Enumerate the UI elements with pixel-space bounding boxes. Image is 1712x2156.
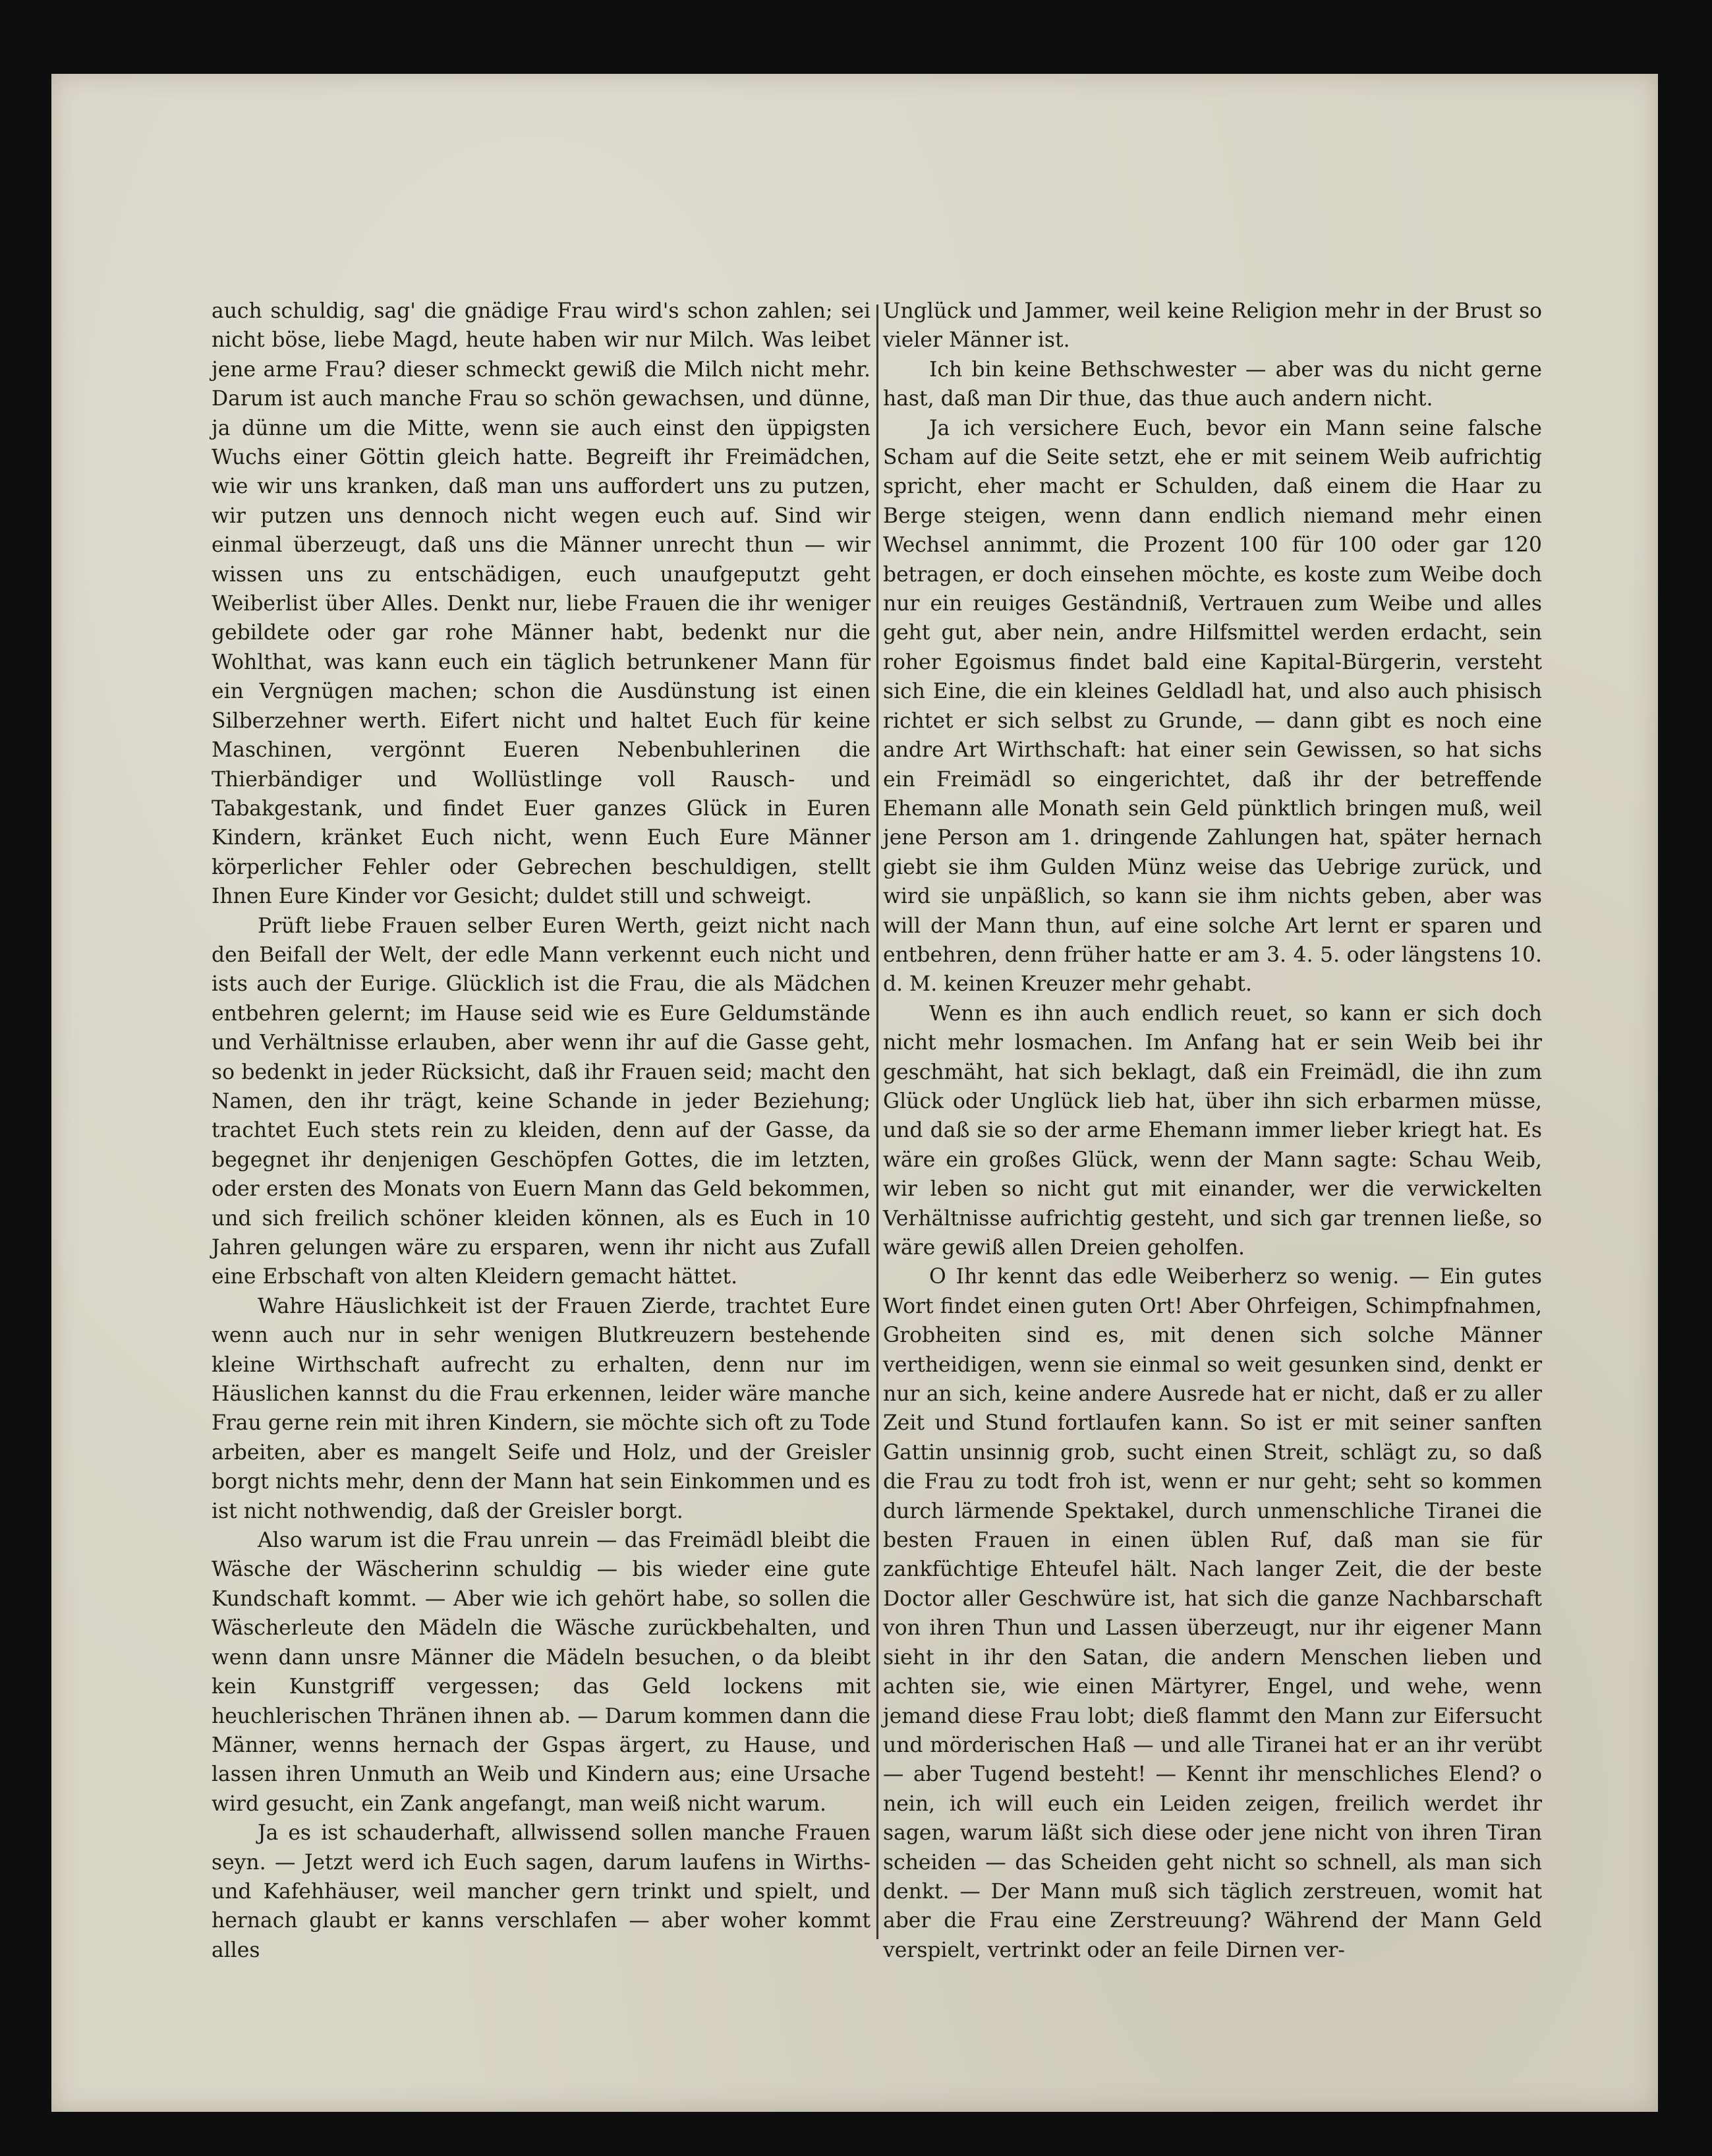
paragraph: Also warum ist die Frau unrein — das Freimädl bleibt die Wäsche der Wäscherinn schuldig — bis wieder eine gute Kundschaft kommt. — Aber wie ich gehört habe, so sollen die Wäscherleute den Mädeln die Wäsche zurückbehalten, und wenn dann unsre Männer die Mädeln besuchen, o da bleibt kein Kunstgriff vergessen; das Geld lockens mit heuchlerischen Thränen ihnen ab. — Darum kommen dann die Männer, wenns hernach der Gspas ärgert, zu Hause, und lassen ihren Unmuth an Weib und Kindern aus; eine Ursache wird gesucht, ein Zank angefangt, man weiß nicht warum. — [212, 1529, 870, 1816]
paragraph: Wahre Häuslichkeit ist der Frauen Zierde, trachtet Eure wenn auch nur in sehr wenigen Blutkreuzern bestehende kleine Wirthschaft aufrecht zu erhalten, denn nur im Häuslichen kannst du die Frau erkennen, leider wäre manche Frau gerne rein mit ihren Kindern, sie möchte sich oft zu Tode arbeiten, aber es mangelt Seife und Holz, und der Greisler borgt nichts mehr, denn der Mann hat sein Einkommen und es ist nicht nothwendig, daß der Greisler borgt. — [212, 1294, 870, 1523]
paragraph: Ja ich versichere Euch, bevor ein Mann seine falsche Scham auf die Seite setzt, ehe er mit seinem Weib aufrichtig spricht, eher macht er Schulden, daß einem die Haar zu Berge steigen, wenn dann endlich niemand mehr einen Wechsel annimmt, die Prozent 100 für 100 oder gar 120 betragen, er doch einsehen möchte, es koste zum Weibe doch nur ein reuiges Geständniß, Vertrauen zum Weibe und alles geht gut, aber nein, andre Hilfsmittel werden erdacht, sein roher Egoismus findet bald eine Kapital-Bürgerin, versteht sich Eine, die ein kleines Geldladl hat, und also auch phisisch richtet er sich selbst zu Grunde, — dann gibt es noch eine andre Art Wirthschaft: hat einer sein Gewissen, so hat sichs ein Freimädl so eingerichtet, daß ihr der betreffende Ehemann alle Monath sein Geld pünktlich bringen muß, weil jene Person am 1. dringende Zahlungen hat, später hernach giebt sie ihm Gulden Münz weise das Uebrige zurück, und wird sie unpäßlich, so kann sie ihm nichts geben, aber was will der Mann thun, auf eine solche Art lernt er sparen und entbehren, denn früher hatte er am 3. 4. 5. oder längstens 10. d. M. keinen Kreuzer mehr gehabt. — [883, 416, 1542, 997]
paragraph: auch schuldig, sag' die gnädige Frau wird's schon zahlen; sei nicht böse, liebe Magd, heute haben wir nur Milch. Was leibet jene arme Frau? dieser schmeckt gewiß die Milch nicht mehr. Darum ist auch manche Frau so schön gewachsen, und dünne, ja dünne um die Mitte, wenn sie auch einst den üppigsten Wuchs einer Göttin gleich hatte. Begreift ihr Freimädchen, wie wir uns kranken, daß man uns auffordert uns zu putzen, wir putzen uns dennoch nicht wegen euch auf. Sind wir einmal überzeugt, daß uns die Männer unrecht thun — wir wissen uns zu entschädigen, euch unaufgeputzt geht Weiberlist über Alles. Denkt nur, liebe Frauen die ihr weniger gebildete oder gar rohe Männer habt, bedenkt nur die Wohlthat, was kann euch ein täglich betrunkener Mann für ein Vergnügen machen; schon die Ausdünstung ist einen Silberzehner werth. Eifert nicht und haltet Euch für keine Maschinen, vergönnt Eueren Nebenbuhlerinen die Thierbändiger und Wollüstlinge voll Rausch- und Tabakgestank, und findet Euer ganzes Glück in Euren Kindern, kränket Euch nicht, wenn Euch Eure Männer körperlicher Fehler oder Gebrechen beschuldigen, stellt Ihnen Eure Kinder vor Gesicht; duldet still und schweigt. — [212, 299, 870, 909]
right-text-column — [883, 297, 1542, 1965]
column-divider — [876, 305, 878, 1939]
paragraph: O Ihr kennt das edle Weiberherz so wenig. — Ein gutes Wort findet einen guten Ort! Aber Ohrfeigen, Schimpfnahmen, Grobheiten sind es, mit denen sich solche Männer vertheidigen, wenn sie einmal so weit gesunken sind, denkt er nur an sich, keine andere Ausrede hat er nicht, daß er zu aller Zeit und Stund fortlaufen kann. So ist er mit seiner sanften Gattin unsinnig grob, sucht einen Streit, schlägt zu, so daß die Frau zu todt froh ist, wenn er nur geht; seht so kommen durch lärmende Spektakel, durch unmenschliche Tiranei die besten Frauen in einen üblen Ruf, daß man sie für zankfüchtige Ehteufel hält. Nach langer Zeit, die der beste Doctor aller Geschwüre ist, hat sich die ganze Nachbarschaft von ihren Thun und Lassen überzeugt, nur ihr eigener Mann sieht in ihr den Satan, die andern Menschen lieben und achten sie, wie einen Märtyrer, Engel, und wehe, wenn jemand diese Frau lobt; dieß flammt den Mann zur Eifersucht und mörderischen Haß — und alle Tiranei hat er an ihr verübt — aber Tugend besteht! — Kennt ihr menschliches Elend? o nein, ich will euch ein Leiden zeigen, freilich werdet ihr sagen, warum läßt sich diese oder jene nicht von ihren Tiran scheiden — das Scheiden geht nicht so schnell, als man sich denkt. — Der Mann muß sich täglich zerstreuen, womit hat aber die Frau eine Zerstreuung? Während der Mann Geld verspielt, vertrinkt oder an feile Dirnen ver- — [883, 1265, 1542, 1962]
paragraph: Unglück und Jammer, weil keine Religion mehr in der Brust so vieler Männer ist. — [883, 299, 1542, 353]
paragraph: Wenn es ihn auch endlich reuet, so kann er sich doch nicht mehr losmachen. Im Anfang hat er sein Weib bei ihr geschmäht, hat sich beklagt, daß ein Freimädl, die ihn zum Glück oder Unglück lieb hat, über ihn sich erbarmen müsse, und daß sie so der arme Ehemann immer lieber kriegt hat. Es wäre ein großes Glück, wenn der Mann sagte: Schau Weib, wir leben so nicht gut mit einander, wer die verwickelten Verhältnisse aufrichtig gesteht, und sich gar trennen ließe, so wäre gewiß allen Dreien geholfen. — [883, 1001, 1542, 1260]
paragraph: Ja es ist schauderhaft, allwissend sollen manche Frauen seyn. — Jetzt werd ich Euch sagen, darum laufens in Wirths- und Kafehhäuser, weil mancher gern trinkt und spielt, und hernach glaubt er kanns verschlafen — aber woher kommt alles — [212, 1821, 870, 1962]
paragraph: Prüft liebe Frauen selber Euren Werth, geizt nicht nach den Beifall der Welt, der edle Mann verkennt euch nicht und ists auch der Eurige. Glücklich ist die Frau, die als Mädchen entbehren gelernt; im Hause seid wie es Eure Geldumstände und Verhältnisse erlauben, aber wenn ihr auf die Gasse geht, so bedenkt in jeder Rücksicht, daß ihr Frauen seid; macht den Namen, den ihr trägt, keine Schande in jeder Beziehung; trachtet Euch stets rein zu kleiden, denn auf der Gasse, da begegnet ihr denjenigen Geschöpfen Gottes, die im letzten, oder ersten des Monats von Euern Mann das Geld bekommen, und sich freilich schöner kleiden können, als es Euch in 10 Jahren gelungen wäre zu ersparen, wenn ihr nicht aus Zufall eine Erbschaft von alten Kleidern gemacht hättet. — [212, 914, 870, 1289]
paragraph: Ich bin keine Bethschwester — aber was du nicht gerne hast, daß man Dir thue, das thue auch andern nicht. — [883, 357, 1542, 411]
left-text-column — [212, 297, 870, 1965]
paper-sheet — [51, 74, 1658, 2112]
